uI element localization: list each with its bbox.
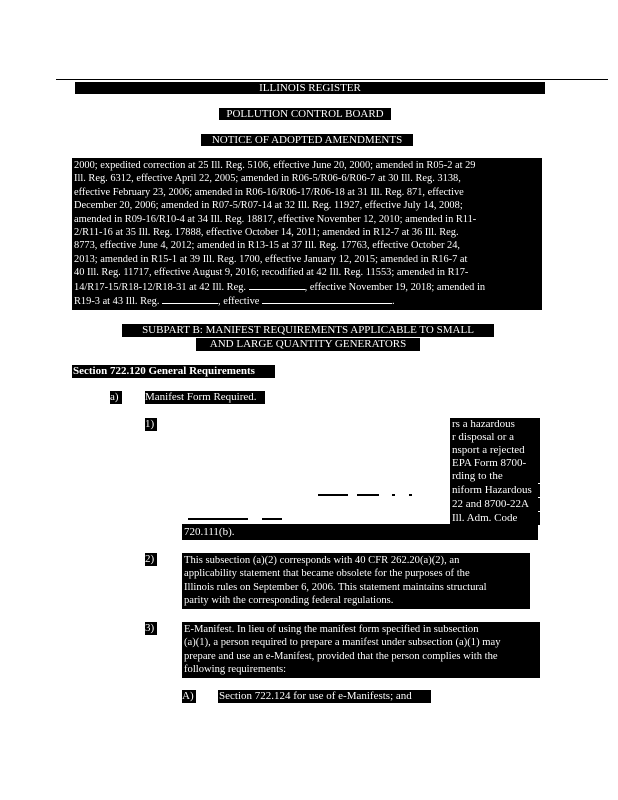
item-a1-fragment-7: 22 and 8700-22A: [450, 498, 540, 511]
blank-reg-page-2: [162, 294, 218, 304]
item-a3A-text: Section 722.124 for use of e-Manifests; and: [218, 690, 431, 703]
speck-row-1: [318, 494, 348, 496]
speck-row-1d: [409, 494, 412, 496]
history-paragraph: 2000; expedited correction at 25 Ill. Reg. 5106, effective June 20, 2000; amended in R05-2 at 29 Ill. Reg. 6312, effective April 22, 2005; amended in R06-5/R06-6/R06-7 at 30 Ill. Reg. 3138, effective February 23, 2006; amended in R06-16/R06-17/R06-18 at 31 Ill. Reg. 871, effective December 20, 2006; amended in R07-5/R07-14 at 32 Ill. Reg. 11927, effective July 14, 2008; amended in R09-16/R10-4 at 34 Ill. Reg. 18817, effective November 12, 2010; amended in R11- 2/R11-16 at 35 Ill. Reg. 17888, effective October 14, 2011; amended in R12-7 at 36 Ill. Reg. 8773, effective June 4, 2012; amended in R13-15 at 37 Ill. Reg. 17763, effective October 24, 2013; amended in R15-1 at 39 Ill. Reg. 1700, effective January 12, 2015; amended in R16-7 at 40 Ill. Reg. 11717, effective August 9, 2016; recodified at 42 Ill. Reg. 11553; amended in R17- 14/R17-15/R18-12/R18-31 at 42 Ill. Reg. , effective November 19, 2018; amended in R19-3 at 43 Ill. Reg. , effective .: [72, 158, 542, 310]
speck-row-2: [188, 518, 248, 520]
speck-row-2b: [262, 518, 282, 520]
item-a-marker: a): [110, 391, 122, 404]
item-a-title: Manifest Form Required.: [145, 391, 265, 404]
notice-title: NOTICE OF ADOPTED AMENDMENTS: [201, 134, 413, 146]
item-a1-fragment-2: r disposal or a: [450, 431, 540, 444]
item-a3A-marker: A): [182, 690, 196, 703]
board-title: POLLUTION CONTROL BOARD: [219, 108, 391, 120]
item-a3-marker: 3): [145, 622, 157, 635]
item-a1-last-line: 720.111(b).: [182, 526, 244, 539]
subpart-heading-line1: SUBPART B: MANIFEST REQUIREMENTS APPLICABLE TO SMALL: [122, 324, 494, 337]
section-heading: Section 722.120 General Requirements: [72, 365, 275, 378]
blank-effective-date: [262, 294, 392, 304]
blank-reg-page: [249, 280, 305, 290]
item-a3-text: E-Manifest. In lieu of using the manifest form specified in subsection (a)(1), a person required to prepare a manifest under subsection (a)(1) may prepare and use an e-Manifest, provided that the person complies with the following requirements:: [182, 622, 540, 678]
item-a2-marker: 2): [145, 553, 157, 566]
item-a2-text: This subsection (a)(2) corresponds with 40 CFR 262.20(a)(2), an applicability statement that became obsolete for the purposes of the Illinois rules on September 6, 2006. This statement maintains structural parity with the corresponding federal regulations.: [182, 553, 530, 609]
item-a1-fragment-8: Ill. Adm. Code: [450, 512, 540, 525]
item-a1-fragment-6: niform Hazardous: [450, 484, 540, 497]
item-a1-fragment-4: EPA Form 8700-: [450, 457, 540, 470]
item-a1-fragment-3: nsport a rejected: [450, 444, 540, 457]
speck-row-1b: [357, 494, 379, 496]
item-a1-marker: 1): [145, 418, 157, 431]
item-a1-fragment-5: rding to the: [450, 470, 540, 483]
speck-row-1c: [392, 494, 395, 496]
top-rule: [56, 79, 608, 80]
item-a1-fragment-1: rs a hazardous: [450, 418, 540, 431]
item-a1-redacted-area: [182, 418, 450, 524]
subpart-heading-line2: AND LARGE QUANTITY GENERATORS: [196, 338, 420, 351]
register-title: ILLINOIS REGISTER: [75, 82, 545, 94]
